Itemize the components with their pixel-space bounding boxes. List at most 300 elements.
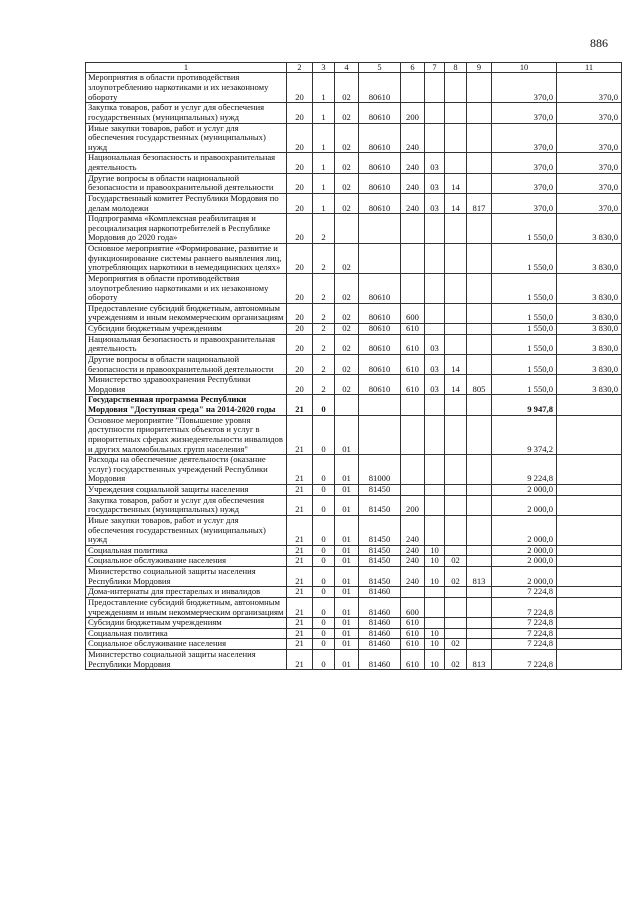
code-8-cell xyxy=(445,273,467,303)
column-header: 8 xyxy=(445,63,467,73)
amount-11-cell: 370,0 xyxy=(557,123,622,153)
code-5-cell: 81460 xyxy=(359,618,401,629)
code-9-cell xyxy=(467,587,492,598)
amount-11-cell: 3 830,0 xyxy=(557,334,622,354)
code-5-cell xyxy=(359,415,401,455)
item-name-cell: Расходы на обеспечение деятельности (оказание услуг) государственных учреждений Республики Мордовия xyxy=(86,455,287,485)
code-7-cell xyxy=(425,485,445,496)
code-3-cell: 2 xyxy=(313,244,335,274)
code-6-cell: 240 xyxy=(401,193,425,213)
code-9-cell: 813 xyxy=(467,567,492,587)
amount-10-cell: 2 000,0 xyxy=(492,567,557,587)
code-2-cell: 20 xyxy=(287,324,313,335)
code-3-cell: 2 xyxy=(313,273,335,303)
column-header: 11 xyxy=(557,63,622,73)
code-9-cell xyxy=(467,273,492,303)
item-name-cell: Другие вопросы в области национальной безопасности и правоохранительной деятельности xyxy=(86,173,287,193)
code-7-cell: 10 xyxy=(425,545,445,556)
code-9-cell xyxy=(467,244,492,274)
table-row xyxy=(86,395,622,415)
code-4-cell: 02 xyxy=(335,244,359,274)
item-name-cell: Закупка товаров, работ и услуг для обеспечения государственных (муниципальных) нужд xyxy=(86,495,287,515)
column-header: 6 xyxy=(401,63,425,73)
code-2-cell: 21 xyxy=(287,415,313,455)
item-name-cell: Социальная политика xyxy=(86,545,287,556)
code-5-cell: 81460 xyxy=(359,650,401,670)
code-7-cell xyxy=(425,455,445,485)
code-6-cell xyxy=(401,485,425,496)
code-4-cell: 02 xyxy=(335,153,359,173)
code-5-cell: 80610 xyxy=(359,303,401,323)
code-6-cell: 610 xyxy=(401,354,425,374)
code-2-cell: 21 xyxy=(287,395,313,415)
code-6-cell xyxy=(401,244,425,274)
amount-11-cell: 370,0 xyxy=(557,103,622,123)
code-3-cell: 0 xyxy=(313,597,335,617)
code-8-cell xyxy=(445,455,467,485)
code-4-cell: 01 xyxy=(335,618,359,629)
code-2-cell: 20 xyxy=(287,193,313,213)
table-row xyxy=(86,334,622,354)
amount-10-cell: 370,0 xyxy=(492,73,557,103)
code-5-cell: 81450 xyxy=(359,485,401,496)
code-2-cell: 21 xyxy=(287,639,313,650)
code-5-cell: 80610 xyxy=(359,73,401,103)
code-7-cell: 10 xyxy=(425,650,445,670)
code-8-cell xyxy=(445,123,467,153)
code-9-cell xyxy=(467,103,492,123)
code-5-cell: 81450 xyxy=(359,567,401,587)
code-8-cell: 02 xyxy=(445,650,467,670)
code-2-cell: 20 xyxy=(287,73,313,103)
code-2-cell: 21 xyxy=(287,567,313,587)
amount-11-cell xyxy=(557,495,622,515)
code-2-cell: 21 xyxy=(287,556,313,567)
code-9-cell xyxy=(467,123,492,153)
amount-10-cell: 2 000,0 xyxy=(492,485,557,496)
code-3-cell: 2 xyxy=(313,334,335,354)
amount-11-cell: 370,0 xyxy=(557,193,622,213)
amount-10-cell: 1 550,0 xyxy=(492,303,557,323)
code-2-cell: 21 xyxy=(287,597,313,617)
code-9-cell: 813 xyxy=(467,650,492,670)
code-8-cell xyxy=(445,618,467,629)
code-8-cell: 14 xyxy=(445,354,467,374)
item-name-cell: Государственный комитет Республики Мордовия по делам молодежи xyxy=(86,193,287,213)
code-9-cell xyxy=(467,415,492,455)
code-5-cell: 80610 xyxy=(359,334,401,354)
table-row xyxy=(86,628,622,639)
code-9-cell xyxy=(467,354,492,374)
amount-10-cell: 370,0 xyxy=(492,103,557,123)
amount-10-cell: 2 000,0 xyxy=(492,556,557,567)
column-header: 2 xyxy=(287,63,313,73)
code-7-cell: 10 xyxy=(425,556,445,567)
column-header: 1 xyxy=(86,63,287,73)
amount-11-cell xyxy=(557,650,622,670)
code-9-cell xyxy=(467,556,492,567)
amount-10-cell: 1 550,0 xyxy=(492,334,557,354)
code-7-cell xyxy=(425,324,445,335)
column-header: 4 xyxy=(335,63,359,73)
code-9-cell xyxy=(467,73,492,103)
code-3-cell: 1 xyxy=(313,193,335,213)
table-row xyxy=(86,73,622,103)
item-name-cell: Социальная политика xyxy=(86,628,287,639)
code-3-cell: 2 xyxy=(313,324,335,335)
code-4-cell xyxy=(335,395,359,415)
code-4-cell: 02 xyxy=(335,273,359,303)
code-6-cell xyxy=(401,73,425,103)
amount-10-cell: 370,0 xyxy=(492,123,557,153)
amount-10-cell: 2 000,0 xyxy=(492,545,557,556)
amount-11-cell xyxy=(557,485,622,496)
code-4-cell: 01 xyxy=(335,545,359,556)
code-6-cell xyxy=(401,214,425,244)
code-5-cell: 81000 xyxy=(359,455,401,485)
code-8-cell xyxy=(445,515,467,545)
code-6-cell: 240 xyxy=(401,556,425,567)
budget-table xyxy=(85,62,622,670)
code-8-cell: 14 xyxy=(445,375,467,395)
code-4-cell: 02 xyxy=(335,123,359,153)
amount-10-cell: 1 550,0 xyxy=(492,273,557,303)
table-row xyxy=(86,324,622,335)
code-4-cell: 02 xyxy=(335,334,359,354)
code-9-cell xyxy=(467,455,492,485)
code-3-cell: 0 xyxy=(313,650,335,670)
table-row xyxy=(86,485,622,496)
code-8-cell xyxy=(445,214,467,244)
table-row xyxy=(86,103,622,123)
code-6-cell xyxy=(401,587,425,598)
table-row xyxy=(86,515,622,545)
code-7-cell xyxy=(425,395,445,415)
amount-11-cell xyxy=(557,618,622,629)
item-name-cell: Государственная программа Республики Мордовия "Доступная среда" на 2014-2020 годы xyxy=(86,395,287,415)
code-4-cell: 01 xyxy=(335,415,359,455)
table-row xyxy=(86,173,622,193)
code-8-cell xyxy=(445,415,467,455)
code-9-cell xyxy=(467,628,492,639)
table-row xyxy=(86,545,622,556)
code-7-cell: 03 xyxy=(425,153,445,173)
code-5-cell: 81450 xyxy=(359,515,401,545)
code-8-cell xyxy=(445,103,467,123)
code-8-cell xyxy=(445,485,467,496)
page-number: 886 xyxy=(590,36,608,50)
code-3-cell: 1 xyxy=(313,73,335,103)
code-4-cell: 01 xyxy=(335,556,359,567)
code-9-cell: 805 xyxy=(467,375,492,395)
code-4-cell xyxy=(335,214,359,244)
code-3-cell: 0 xyxy=(313,556,335,567)
code-6-cell xyxy=(401,455,425,485)
amount-10-cell: 7 224,8 xyxy=(492,650,557,670)
code-8-cell xyxy=(445,303,467,323)
item-name-cell: Основное мероприятие «Формирование, развитие и функционирование системы раннего выявления лиц, употребляющих наркотики в немедицинских целях» xyxy=(86,244,287,274)
code-4-cell: 02 xyxy=(335,324,359,335)
code-4-cell: 02 xyxy=(335,193,359,213)
code-9-cell xyxy=(467,303,492,323)
amount-11-cell xyxy=(557,545,622,556)
column-header: 7 xyxy=(425,63,445,73)
code-3-cell: 1 xyxy=(313,173,335,193)
amount-11-cell: 3 830,0 xyxy=(557,354,622,374)
table-row xyxy=(86,273,622,303)
item-name-cell: Социальное обслуживание населения xyxy=(86,556,287,567)
code-3-cell: 2 xyxy=(313,375,335,395)
amount-10-cell: 9 224,8 xyxy=(492,455,557,485)
code-8-cell xyxy=(445,628,467,639)
code-7-cell xyxy=(425,273,445,303)
code-6-cell: 240 xyxy=(401,173,425,193)
code-6-cell: 610 xyxy=(401,618,425,629)
code-2-cell: 21 xyxy=(287,545,313,556)
item-name-cell: Министерство социальной защиты населения Республики Мордовия xyxy=(86,650,287,670)
code-6-cell: 610 xyxy=(401,639,425,650)
code-6-cell xyxy=(401,273,425,303)
code-4-cell: 01 xyxy=(335,587,359,598)
code-4-cell: 02 xyxy=(335,303,359,323)
code-3-cell: 0 xyxy=(313,639,335,650)
code-2-cell: 20 xyxy=(287,173,313,193)
code-4-cell: 01 xyxy=(335,495,359,515)
code-4-cell: 02 xyxy=(335,73,359,103)
amount-11-cell xyxy=(557,395,622,415)
amount-11-cell xyxy=(557,455,622,485)
table-row xyxy=(86,587,622,598)
code-3-cell: 0 xyxy=(313,395,335,415)
item-name-cell: Подпрограмма «Комплексная реабилитация и ресоциализация наркопотребителей в Республике Мордовия до 2020 года» xyxy=(86,214,287,244)
code-7-cell xyxy=(425,214,445,244)
item-name-cell: Субсидии бюджетным учреждениям xyxy=(86,324,287,335)
item-name-cell: Министерство здравоохранения Республики Мордовия xyxy=(86,375,287,395)
code-5-cell: 81450 xyxy=(359,545,401,556)
code-4-cell: 01 xyxy=(335,639,359,650)
table-row xyxy=(86,650,622,670)
code-8-cell xyxy=(445,545,467,556)
item-name-cell: Субсидии бюджетным учреждениям xyxy=(86,618,287,629)
amount-11-cell: 3 830,0 xyxy=(557,324,622,335)
item-name-cell: Национальная безопасность и правоохранительная деятельность xyxy=(86,334,287,354)
code-4-cell: 01 xyxy=(335,597,359,617)
code-8-cell xyxy=(445,334,467,354)
amount-11-cell xyxy=(557,556,622,567)
amount-10-cell: 7 224,8 xyxy=(492,587,557,598)
table-row xyxy=(86,455,622,485)
amount-11-cell: 3 830,0 xyxy=(557,244,622,274)
code-4-cell: 01 xyxy=(335,515,359,545)
code-7-cell xyxy=(425,587,445,598)
code-2-cell: 21 xyxy=(287,495,313,515)
code-6-cell xyxy=(401,415,425,455)
code-7-cell xyxy=(425,123,445,153)
amount-11-cell xyxy=(557,567,622,587)
amount-10-cell: 7 224,8 xyxy=(492,628,557,639)
amount-11-cell xyxy=(557,515,622,545)
code-2-cell: 21 xyxy=(287,650,313,670)
code-7-cell xyxy=(425,103,445,123)
item-name-cell: Мероприятия в области противодействия злоупотреблению наркотиками и их незаконному обороту xyxy=(86,273,287,303)
code-2-cell: 21 xyxy=(287,455,313,485)
code-2-cell: 20 xyxy=(287,303,313,323)
code-4-cell: 01 xyxy=(335,628,359,639)
code-7-cell: 03 xyxy=(425,193,445,213)
code-3-cell: 2 xyxy=(313,214,335,244)
amount-11-cell xyxy=(557,587,622,598)
amount-10-cell: 2 000,0 xyxy=(492,515,557,545)
code-3-cell: 1 xyxy=(313,103,335,123)
code-6-cell: 240 xyxy=(401,515,425,545)
table-row xyxy=(86,303,622,323)
code-2-cell: 20 xyxy=(287,334,313,354)
table-row xyxy=(86,354,622,374)
amount-10-cell: 7 224,8 xyxy=(492,639,557,650)
code-7-cell: 03 xyxy=(425,334,445,354)
code-5-cell: 80610 xyxy=(359,324,401,335)
table-row xyxy=(86,618,622,629)
table-row xyxy=(86,567,622,587)
code-8-cell xyxy=(445,153,467,173)
code-3-cell: 1 xyxy=(313,153,335,173)
code-5-cell: 80610 xyxy=(359,153,401,173)
code-6-cell: 610 xyxy=(401,375,425,395)
table-row xyxy=(86,556,622,567)
table-row xyxy=(86,495,622,515)
code-3-cell: 1 xyxy=(313,123,335,153)
column-header: 10 xyxy=(492,63,557,73)
item-name-cell: Дома-интернаты для престарелых и инвалидов xyxy=(86,587,287,598)
code-2-cell: 20 xyxy=(287,244,313,274)
code-4-cell: 02 xyxy=(335,103,359,123)
code-7-cell xyxy=(425,415,445,455)
amount-11-cell: 3 830,0 xyxy=(557,273,622,303)
table-row xyxy=(86,415,622,455)
column-header: 9 xyxy=(467,63,492,73)
header-row xyxy=(86,63,622,73)
code-2-cell: 20 xyxy=(287,123,313,153)
code-3-cell: 0 xyxy=(313,415,335,455)
table-row xyxy=(86,123,622,153)
code-2-cell: 21 xyxy=(287,485,313,496)
item-name-cell: Иные закупки товаров, работ и услуг для обеспечения государственных (муниципальных) нужд xyxy=(86,123,287,153)
code-8-cell xyxy=(445,495,467,515)
code-5-cell: 81450 xyxy=(359,556,401,567)
amount-10-cell: 1 550,0 xyxy=(492,324,557,335)
code-8-cell: 02 xyxy=(445,639,467,650)
table-row xyxy=(86,153,622,173)
code-8-cell xyxy=(445,244,467,274)
code-6-cell: 240 xyxy=(401,567,425,587)
amount-10-cell: 9 374,2 xyxy=(492,415,557,455)
code-5-cell: 80610 xyxy=(359,103,401,123)
code-8-cell xyxy=(445,597,467,617)
amount-10-cell: 7 224,8 xyxy=(492,618,557,629)
amount-11-cell: 370,0 xyxy=(557,153,622,173)
code-9-cell xyxy=(467,214,492,244)
code-8-cell xyxy=(445,587,467,598)
code-3-cell: 0 xyxy=(313,515,335,545)
code-9-cell xyxy=(467,545,492,556)
amount-11-cell: 3 830,0 xyxy=(557,375,622,395)
item-name-cell: Министерство социальной защиты населения Республики Мордовия xyxy=(86,567,287,587)
code-7-cell xyxy=(425,303,445,323)
column-header: 3 xyxy=(313,63,335,73)
amount-11-cell xyxy=(557,597,622,617)
code-3-cell: 0 xyxy=(313,567,335,587)
item-name-cell: Закупка товаров, работ и услуг для обеспечения государственных (муниципальных) нужд xyxy=(86,103,287,123)
amount-10-cell: 370,0 xyxy=(492,173,557,193)
table-row xyxy=(86,193,622,213)
code-4-cell: 02 xyxy=(335,375,359,395)
table-row xyxy=(86,375,622,395)
code-8-cell xyxy=(445,73,467,103)
code-7-cell: 10 xyxy=(425,567,445,587)
code-7-cell xyxy=(425,244,445,274)
code-4-cell: 01 xyxy=(335,650,359,670)
code-5-cell: 80610 xyxy=(359,354,401,374)
code-5-cell: 81460 xyxy=(359,639,401,650)
code-5-cell: 80610 xyxy=(359,193,401,213)
code-7-cell: 03 xyxy=(425,173,445,193)
code-4-cell: 02 xyxy=(335,173,359,193)
amount-11-cell: 3 830,0 xyxy=(557,214,622,244)
amount-10-cell: 9 947,8 xyxy=(492,395,557,415)
code-6-cell: 610 xyxy=(401,334,425,354)
code-9-cell: 817 xyxy=(467,193,492,213)
amount-10-cell: 370,0 xyxy=(492,193,557,213)
code-2-cell: 21 xyxy=(287,628,313,639)
table-row xyxy=(86,244,622,274)
code-6-cell: 610 xyxy=(401,628,425,639)
item-name-cell: Предоставление субсидий бюджетным, автономным учреждениям и иным некоммерческим организациям xyxy=(86,303,287,323)
item-name-cell: Национальная безопасность и правоохранительная деятельность xyxy=(86,153,287,173)
code-9-cell xyxy=(467,153,492,173)
code-8-cell xyxy=(445,324,467,335)
item-name-cell: Основное мероприятие "Повышение уровня доступности приоритетных объектов и услуг в приоритетных сферах жизнедеятельности инвалидов и других маломобильных групп населения" xyxy=(86,415,287,455)
code-3-cell: 2 xyxy=(313,303,335,323)
item-name-cell: Предоставление субсидий бюджетным, автономным учреждениям и иным некоммерческим организациям xyxy=(86,597,287,617)
code-8-cell: 14 xyxy=(445,193,467,213)
code-6-cell: 600 xyxy=(401,597,425,617)
code-5-cell: 80610 xyxy=(359,173,401,193)
code-2-cell: 21 xyxy=(287,515,313,545)
amount-10-cell: 1 550,0 xyxy=(492,375,557,395)
amount-11-cell: 370,0 xyxy=(557,173,622,193)
code-7-cell xyxy=(425,597,445,617)
code-5-cell: 80610 xyxy=(359,123,401,153)
code-3-cell: 0 xyxy=(313,495,335,515)
amount-10-cell: 2 000,0 xyxy=(492,495,557,515)
amount-10-cell: 370,0 xyxy=(492,153,557,173)
code-6-cell: 240 xyxy=(401,545,425,556)
code-6-cell: 610 xyxy=(401,650,425,670)
code-6-cell: 200 xyxy=(401,103,425,123)
code-8-cell xyxy=(445,395,467,415)
code-2-cell: 21 xyxy=(287,587,313,598)
amount-11-cell xyxy=(557,415,622,455)
code-6-cell: 240 xyxy=(401,153,425,173)
code-6-cell: 240 xyxy=(401,123,425,153)
code-4-cell: 01 xyxy=(335,455,359,485)
code-9-cell xyxy=(467,485,492,496)
code-9-cell xyxy=(467,515,492,545)
item-name-cell: Другие вопросы в области национальной безопасности и правоохранительной деятельности xyxy=(86,354,287,374)
code-3-cell: 0 xyxy=(313,455,335,485)
column-header: 5 xyxy=(359,63,401,73)
code-9-cell xyxy=(467,495,492,515)
